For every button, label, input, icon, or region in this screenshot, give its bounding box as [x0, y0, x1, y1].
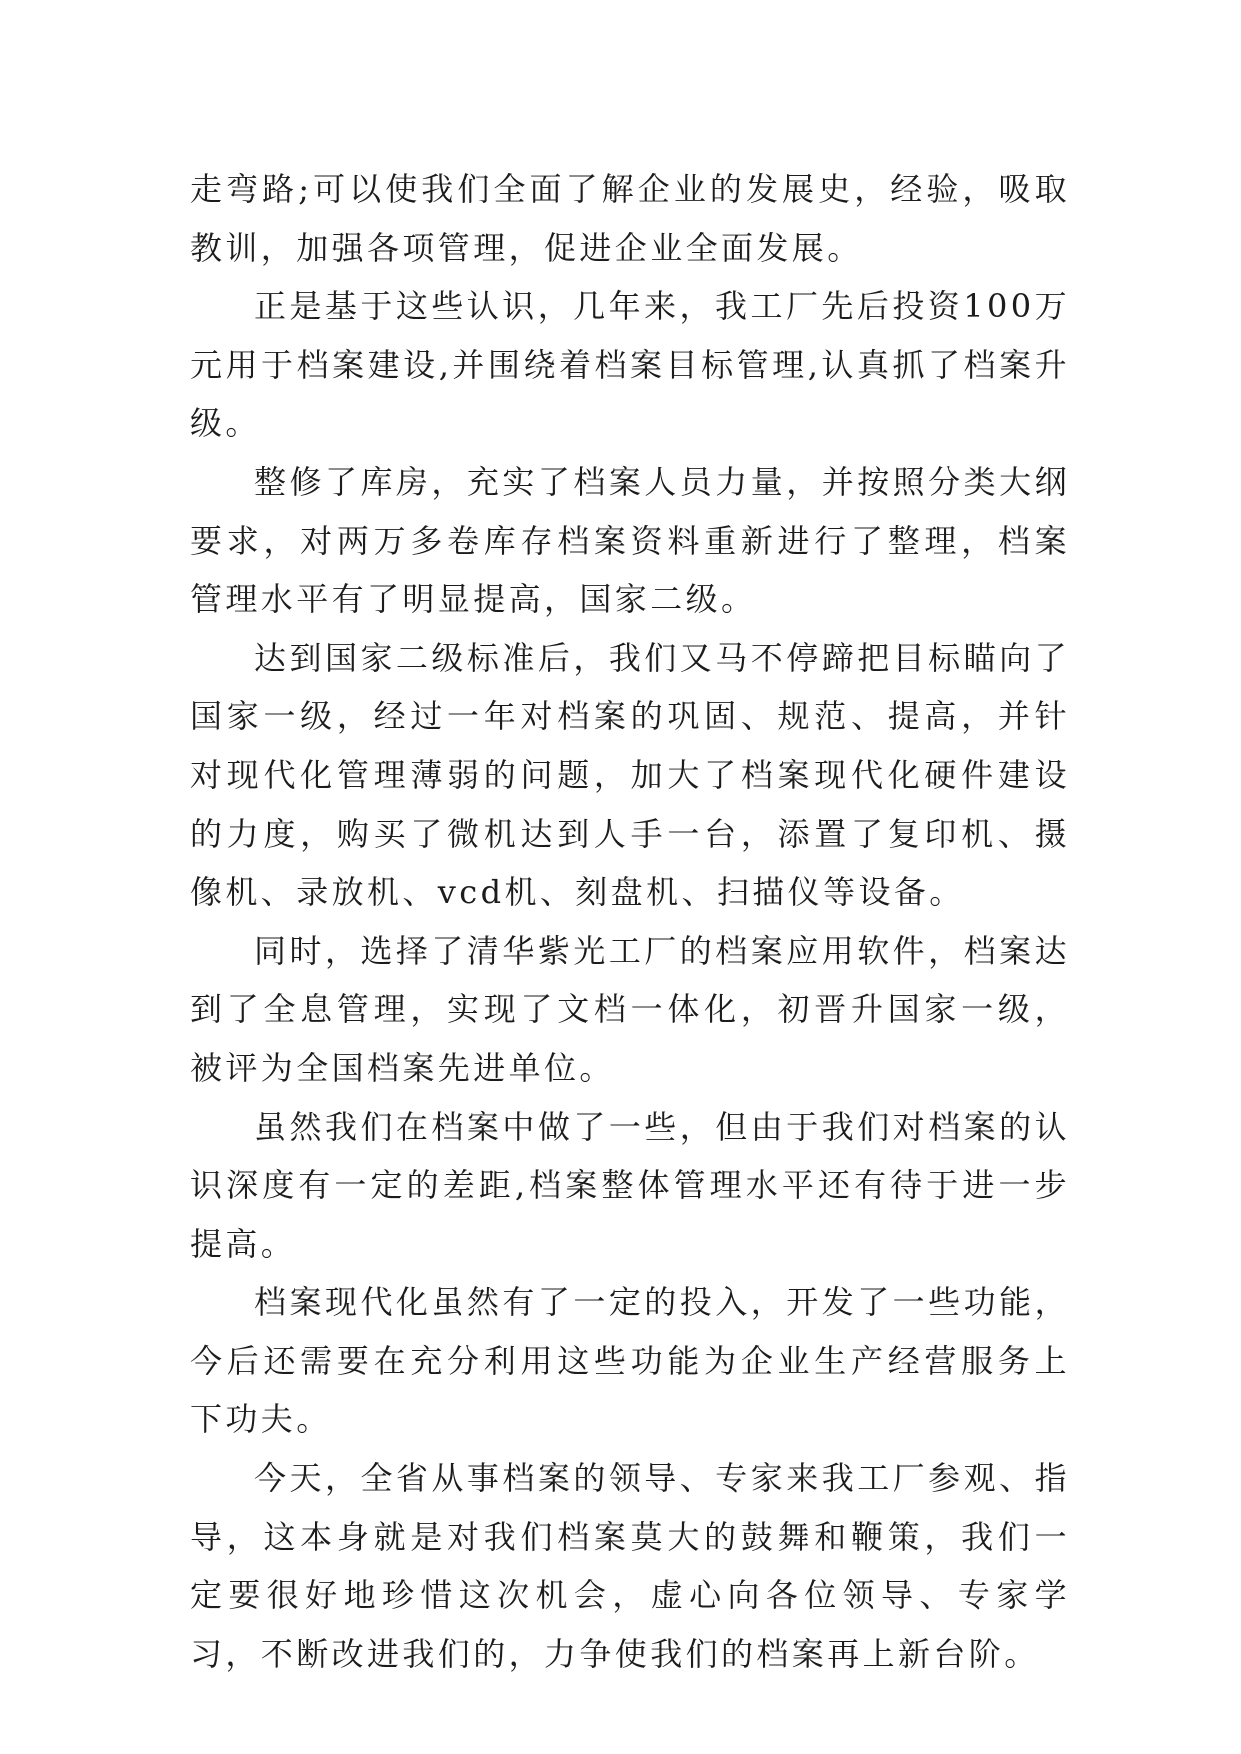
paragraph-2: 正是基于这些认识，几年来，我工厂先后投资100万元用于档案建设,并围绕着档案目标管理,认真抓了档案升级。 [190, 287, 1070, 443]
paragraph-5: 同时，选择了清华紫光工厂的档案应用软件，档案达到了全息管理，实现了文档一体化，初晋升国家一级，被评为全国档案先进单位。 [190, 931, 1070, 1087]
paragraph-8: 今天，全省从事档案的领导、专家来我工厂参观、指导，这本身就是对我们档案莫大的鼓舞和鞭策，我们一定要很好地珍惜这次机会，虚心向各位领导、专家学习，不断改进我们的，力争使我们的档案再上新台阶。 [190, 1459, 1070, 1673]
paragraph-7: 档案现代化虽然有了一定的投入，开发了一些功能，今后还需要在充分利用这些功能为企业生产经营服务上下功夫。 [190, 1283, 1070, 1439]
paragraph-3: 整修了库房，充实了档案人员力量，并按照分类大纲要求，对两万多卷库存档案资料重新进行了整理，档案管理水平有了明显提高，国家二级。 [190, 462, 1070, 619]
document-body [190, 160, 1070, 1683]
paragraph-1: 走弯路;可以使我们全面了解企业的发展史，经验，吸取教训，加强各项管理，促进企业全面发展。 [190, 170, 1070, 267]
paragraph-4: 达到国家二级标准后，我们又马不停蹄把目标瞄向了国家一级，经过一年对档案的巩固、规范、提高，并针对现代化管理薄弱的问题，加大了档案现代化硬件建设的力度，购买了微机达到人手一台，添置了复印机、摄像机、录放机、vcd机、刻盘机、扫描仪等设备。 [190, 638, 1070, 912]
paragraph-6: 虽然我们在档案中做了一些，但由于我们对档案的认识深度有一定的差距,档案整体管理水平还有待于进一步提高。 [190, 1107, 1070, 1263]
